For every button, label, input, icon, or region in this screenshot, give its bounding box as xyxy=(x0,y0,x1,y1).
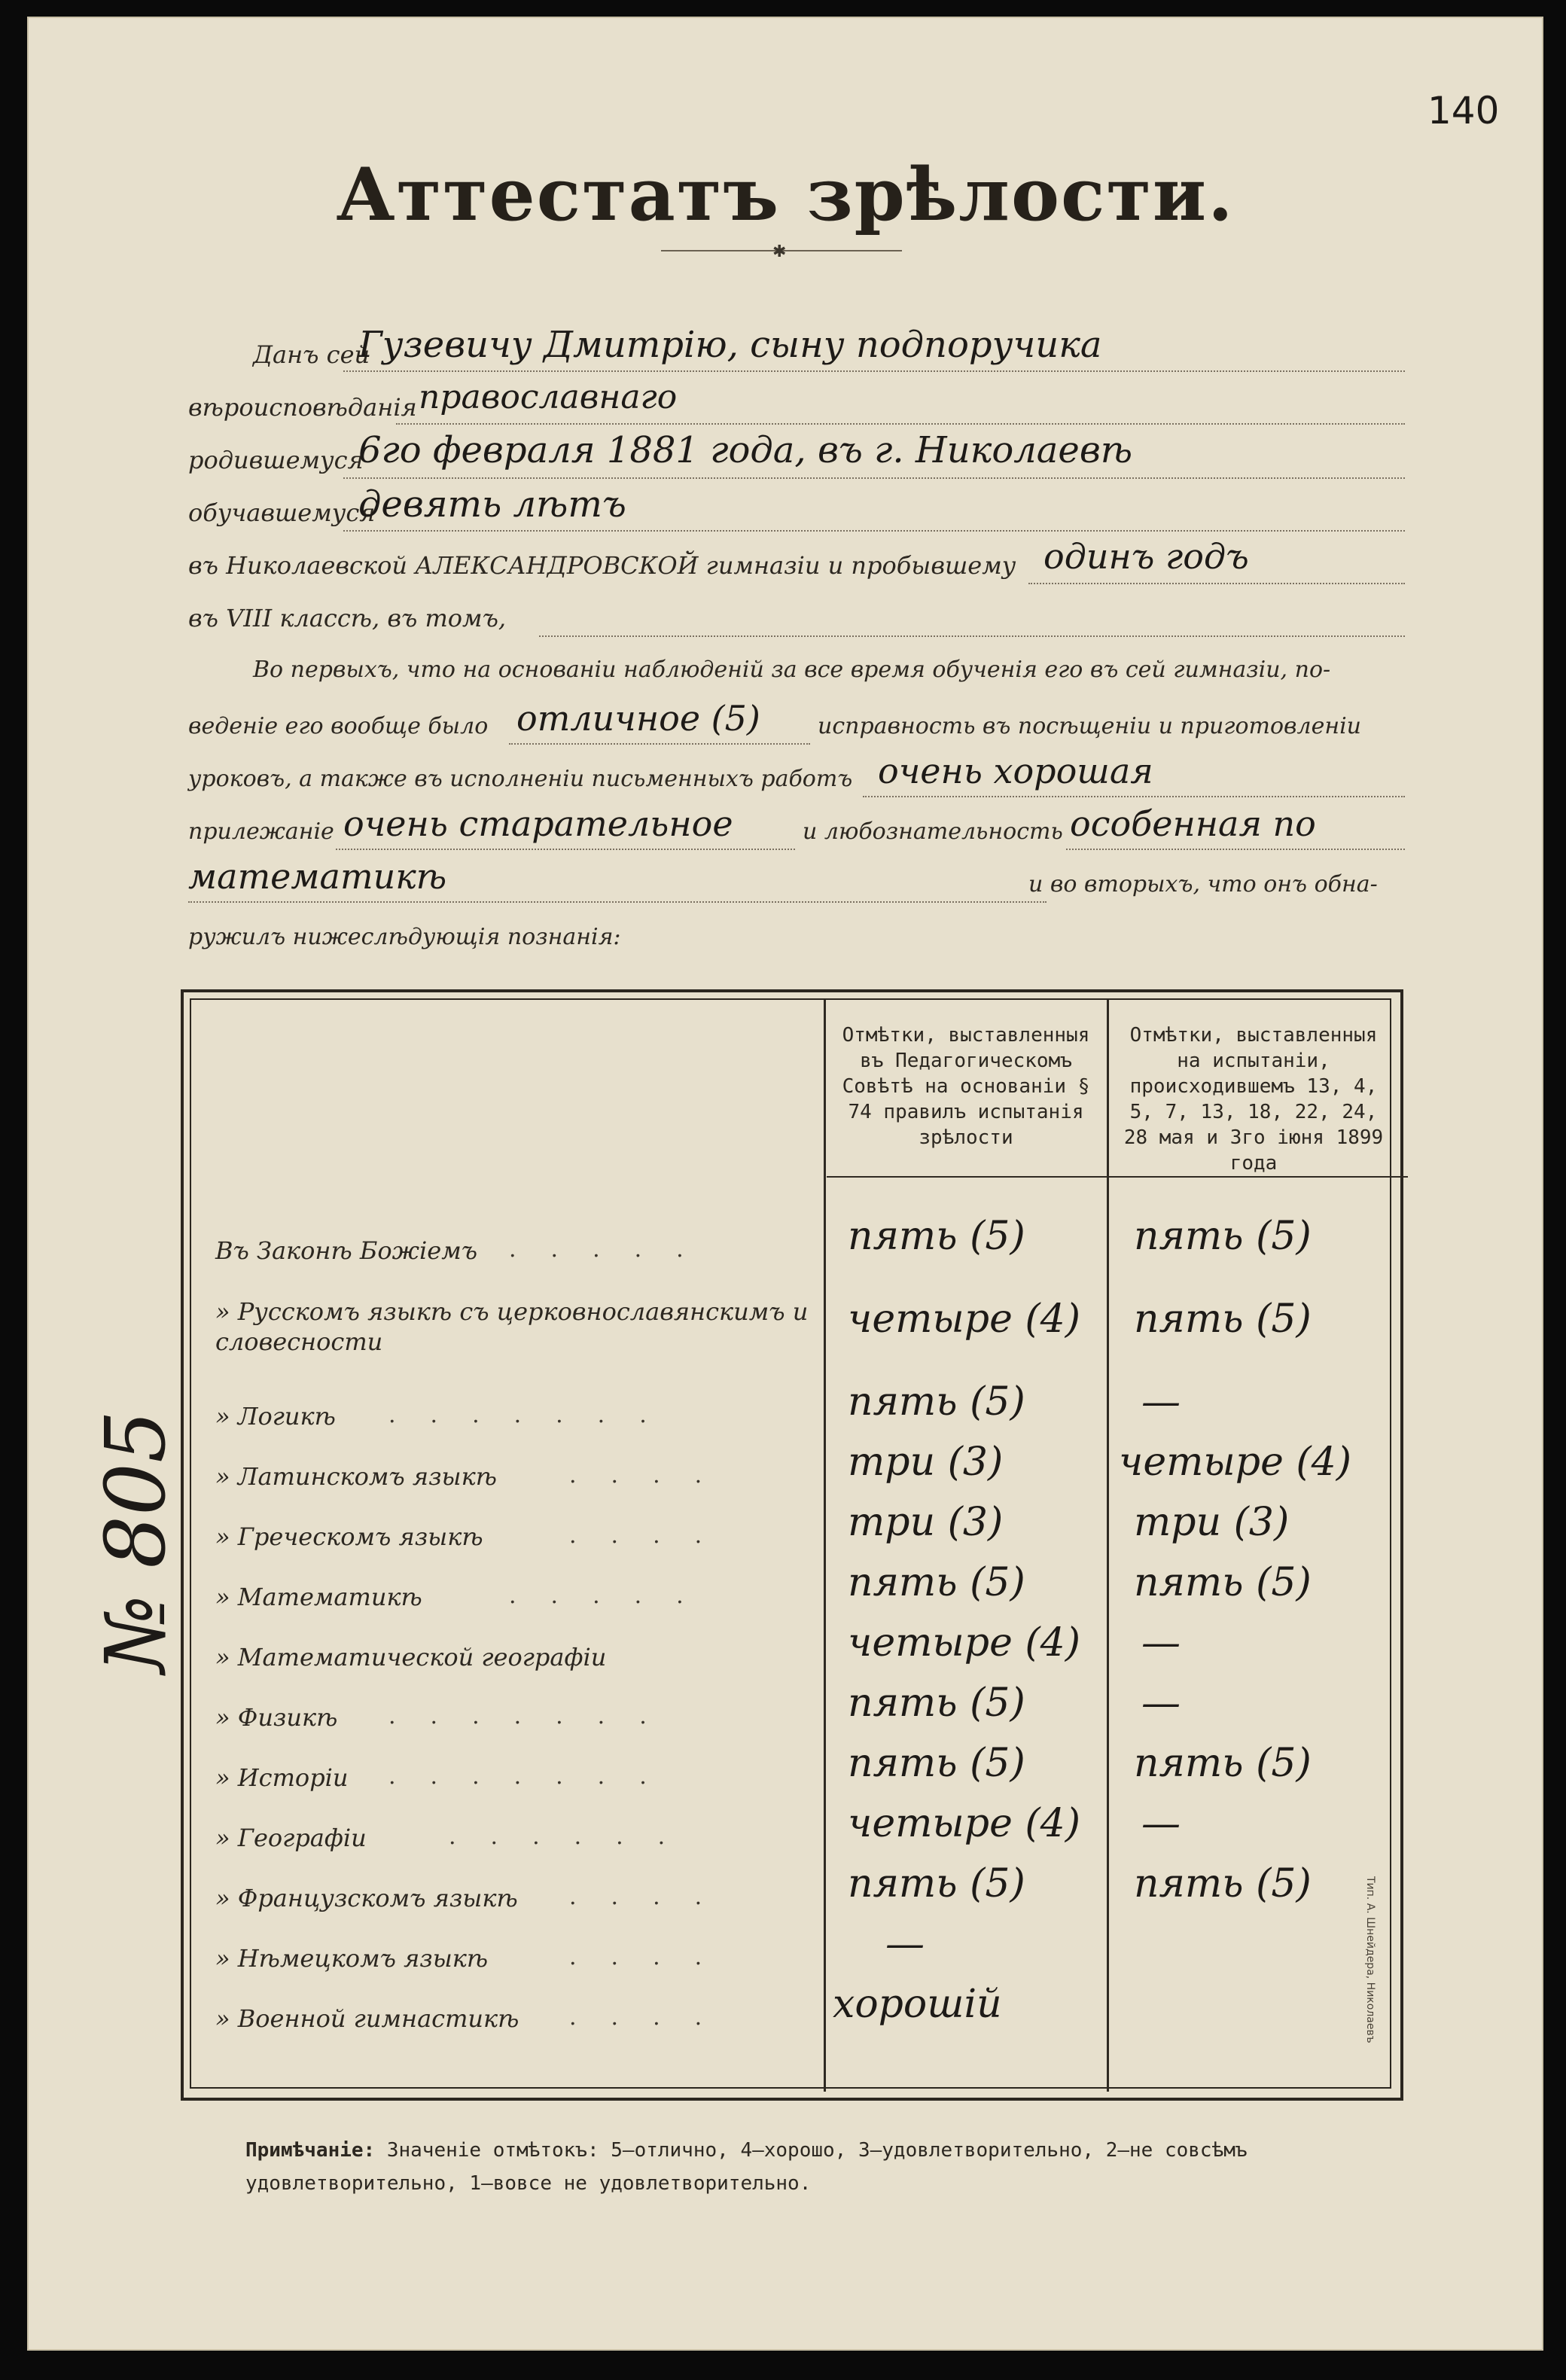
line4-rule xyxy=(343,530,1405,532)
council-grade-7: четыре (4) xyxy=(848,1620,1081,1665)
council-grade-4: три (3) xyxy=(848,1440,1004,1485)
leader-dots-5: .... xyxy=(569,1522,737,1549)
line4-prefix: обучавшемуся xyxy=(188,498,376,527)
subject-row-9: » Исторіи xyxy=(215,1763,349,1792)
council-grade-11: пять (5) xyxy=(848,1861,1025,1906)
subject-row-5: » Греческомъ языкѣ xyxy=(215,1522,483,1551)
subject-row-6: » Математикѣ xyxy=(215,1583,422,1611)
line3-prefix: родившемуся xyxy=(188,446,364,474)
leader-dots-9: ....... xyxy=(388,1763,681,1790)
council-grade-8: пять (5) xyxy=(848,1681,1025,1726)
line5-text: въ Николаевской АЛЕКСАНДРОВСКОЙ гимназіи и пробывшему xyxy=(188,551,1016,580)
exam-grade-10: — xyxy=(1141,1801,1181,1846)
paragraph-line4-rule xyxy=(336,849,795,850)
line6-text: въ VIII классѣ, въ томъ, xyxy=(188,604,507,632)
council-grade-9: пять (5) xyxy=(848,1741,1025,1786)
line5-handwriting: одинъ годъ xyxy=(1043,536,1249,577)
line1-rule xyxy=(343,370,1405,372)
subject-row-13: » Военной гимнастикѣ xyxy=(215,2004,519,2033)
subject-handwriting: математикѣ xyxy=(188,856,447,897)
note-label: Примѣчаніе: xyxy=(245,2139,376,2162)
document-number: № 805 xyxy=(87,1409,184,1673)
council-grade-1: пять (5) xyxy=(848,1214,1025,1259)
subject-row-7: » Математической географіи xyxy=(215,1643,607,1671)
subject-row-11: » Французскомъ языкѣ xyxy=(215,1884,518,1912)
line2-rule xyxy=(396,423,1405,425)
subject-row-3: » Логикѣ xyxy=(215,1402,336,1431)
subject-row-8: » Физикѣ xyxy=(215,1703,338,1732)
council-grade-6: пять (5) xyxy=(848,1560,1025,1605)
council-grade-3: пять (5) xyxy=(848,1379,1025,1425)
line5-rule xyxy=(1028,583,1405,584)
line1-prefix: Данъ сей xyxy=(253,340,370,369)
effort-handwriting: очень старательное xyxy=(343,803,733,844)
council-grade-12: — xyxy=(885,1921,925,1967)
subject-row-1: Въ Законѣ Божіемъ xyxy=(215,1236,478,1265)
archive-page-number: 140 xyxy=(1427,89,1500,133)
paragraph-line5-suffix: и во вторыхъ, что онъ обна- xyxy=(1028,871,1378,897)
subject-row-12: » Нѣмецкомъ языкѣ xyxy=(215,1944,489,1973)
line2-prefix: вѣроисповѣданія xyxy=(188,393,417,422)
paragraph-line2-prefix: веденіе его вообще было xyxy=(188,713,489,739)
exam-grade-8: — xyxy=(1141,1681,1181,1726)
leader-dots-1: ..... xyxy=(509,1236,718,1263)
exam-grade-9: пять (5) xyxy=(1134,1741,1312,1786)
exam-grade-11: пять (5) xyxy=(1134,1861,1312,1906)
paragraph-line6: ружилъ нижеслѣдующія познанія: xyxy=(188,924,621,950)
title-ornament: ✱ xyxy=(772,242,787,261)
leader-dots-8: ....... xyxy=(388,1703,681,1729)
leader-dots-11: .... xyxy=(569,1884,737,1910)
paragraph-line4-rule2 xyxy=(1066,849,1405,850)
conduct-handwriting: отличное (5) xyxy=(516,698,760,739)
paragraph-line3-rule xyxy=(863,796,1405,797)
leader-dots-13: .... xyxy=(569,2004,737,2031)
exam-grade-5: три (3) xyxy=(1134,1500,1290,1545)
leader-dots-12: .... xyxy=(569,1944,737,1970)
council-grade-10: четыре (4) xyxy=(848,1801,1081,1846)
line6-rule xyxy=(539,635,1405,637)
council-column-header: Отмѣтки, выставленныя въ Педагогическомъ Совѣтѣ на основаніи § 74 правилъ испытанія зрѣлости xyxy=(842,1024,1090,1149)
exam-grade-4: четыре (4) xyxy=(1119,1440,1352,1485)
exam-grade-1: пять (5) xyxy=(1134,1214,1312,1259)
paragraph-line4-mid: и любознательность xyxy=(803,818,1063,845)
note-text: Значеніе отмѣтокъ: 5—отлично, 4—хорошо, 3—удовлетворительно, 2—не совсѣмъ удовлетворительно, 1—вовсе не удовлетворительно. xyxy=(245,2139,1248,2195)
leader-dots-4: .... xyxy=(569,1462,737,1489)
subject-row-10: » Географіи xyxy=(215,1824,367,1852)
exam-grade-3: — xyxy=(1141,1379,1181,1425)
line4-handwriting: девять лѣтъ xyxy=(358,483,626,526)
grading-note xyxy=(245,2134,1435,2200)
leader-dots-3: ....... xyxy=(388,1402,681,1428)
paragraph-line5-rule xyxy=(188,901,1047,903)
certificate-page xyxy=(27,17,1543,2351)
exam-column-header: Отмѣтки, выставленныя на испытаніи, происходившемъ 13, 4, 5, 7, 13, 18, 22, 24, 28 мая и 3го іюня 1899 года xyxy=(1123,1024,1384,1175)
paragraph-line3-prefix: уроковъ, а также въ исполненіи письменныхъ работъ xyxy=(188,766,853,792)
table-header-rule xyxy=(827,1176,1408,1178)
table-column-divider-2 xyxy=(1107,1000,1109,2092)
council-grade-13: хорошій xyxy=(833,1982,1002,2027)
paragraph-line2-rule xyxy=(509,743,810,745)
printer-imprint: Тип. А. Шнейдера, Николаевъ xyxy=(1364,1876,1376,2043)
diligence-handwriting: очень хорошая xyxy=(878,751,1153,791)
exam-grade-7: — xyxy=(1141,1620,1181,1665)
page-title: Аттестатъ зрѣлости. xyxy=(336,152,1235,237)
line1-handwriting: Гузевичу Дмитрію, сыну подпоручика xyxy=(358,324,1102,366)
line3-rule xyxy=(343,477,1405,479)
curiosity-handwriting: особенная по xyxy=(1070,803,1316,844)
line2-handwriting: православнаго xyxy=(419,378,678,416)
leader-dots-6: ..... xyxy=(509,1583,718,1609)
subject-row-4: » Латинскомъ языкѣ xyxy=(215,1462,497,1491)
council-grade-5: три (3) xyxy=(848,1500,1004,1545)
table-column-divider-1 xyxy=(824,1000,826,2092)
line3-handwriting: 6го февраля 1881 года, въ г. Николаевѣ xyxy=(358,429,1133,471)
paragraph-line4-prefix: прилежаніе xyxy=(188,818,334,845)
leader-dots-10: ...... xyxy=(449,1824,700,1850)
paragraph-line1: Во первыхъ, что на основаніи наблюденій за все время обученія его въ сей гимназіи, по- xyxy=(253,657,1331,683)
exam-grade-6: пять (5) xyxy=(1134,1560,1312,1605)
subject-row-2: » Русскомъ языкѣ съ церковнославянскимъ и словесности xyxy=(215,1297,809,1356)
paragraph-line2-suffix: исправность въ посѣщеніи и приготовленіи xyxy=(818,713,1362,739)
council-grade-2: четыре (4) xyxy=(848,1297,1081,1342)
exam-grade-2: пять (5) xyxy=(1134,1297,1312,1342)
